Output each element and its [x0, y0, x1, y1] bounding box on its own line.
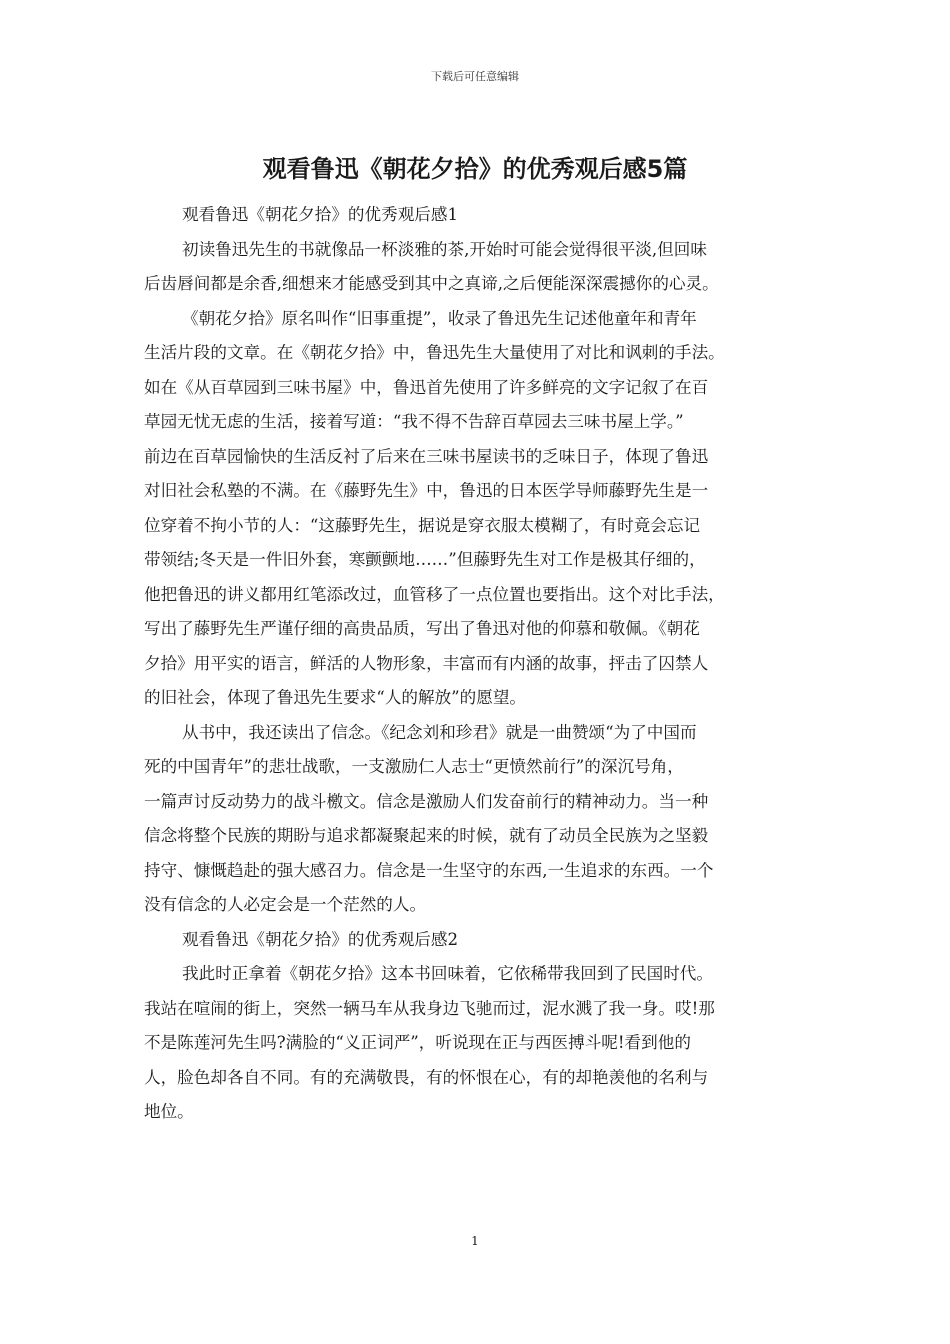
text-line: 草园无忧无虑的生活，接着写道：“我不得不告辞百草园去三味书屋上学。” — [144, 412, 684, 431]
text-line: 写出了藤野先生严谨仔细的高贵品质，写出了鲁迅对他的仰慕和敬佩。《朝花 — [144, 619, 700, 638]
text-line: 的旧社会，体现了鲁迅先生要求“人的解放”的愿望。 — [144, 688, 527, 707]
text-line: 初读鲁迅先生的书就像品一杯淡雅的茶,开始时可能会觉得很平淡,但回味 — [182, 239, 707, 259]
text-line: 后齿唇间都是余香,细想来才能感受到其中之真谛,之后便能深深震撼你的心灵。 — [144, 274, 719, 293]
text-line: 从书中，我还读出了信念。《纪念刘和珍君》就是一曲赞颂“为了中国而 — [182, 722, 697, 742]
text-line: 我站在喧闹的街上，突然一辆马车从我身边飞驰而过，泥水溅了我一身。哎!那 — [144, 998, 715, 1018]
text-line: 地位。 — [144, 1102, 194, 1121]
text-line: 位穿着不拘小节的人：“这藤野先生，据说是穿衣服太模糊了，有时竟会忘记 — [144, 515, 701, 535]
text-line: 前边在百草园愉快的生活反衬了后来在三味书屋读书的乏味日子，体现了鲁迅 — [144, 446, 709, 466]
text-line: 夕拾》用平实的语言，鲜活的人物形象，丰富而有内涵的故事，抨击了囚禁人 — [144, 653, 709, 673]
header-note: 下载后可任意编辑 — [431, 70, 519, 83]
text-line: 观看鲁迅《朝花夕拾》的优秀观后感2 — [182, 929, 459, 949]
text-line: 人，脸色却各自不同。有的充满敬畏，有的怀恨在心，有的却艳羡他的名利与 — [144, 1067, 709, 1087]
text-line: 观看鲁迅《朝花夕拾》的优秀观后感1 — [182, 205, 459, 224]
page-number: 1 — [471, 1234, 479, 1248]
text-line: 不是陈莲河先生吗?满脸的“义正词严”，听说现在正与西医搏斗呢!看到他的 — [144, 1033, 691, 1052]
text-line: 信念将整个民族的期盼与追求都凝聚起来的时候，就有了动员全民族为之坚毅 — [144, 826, 709, 845]
text-line: 带领结;冬天是一件旧外套，寒颤颤地……”但藤野先生对工作是极其仔细的， — [144, 550, 706, 569]
text-line: 持守、慷慨趋赴的强大感召力。信念是一生坚守的东西,一生追求的东西。一个 — [144, 860, 714, 880]
document-title: 观看鲁迅《朝花夕拾》的优秀观后感5篇 — [262, 155, 688, 183]
text-line: 生活片段的文章。在《朝花夕拾》中，鲁迅先生大量使用了对比和讽刺的手法。 — [144, 343, 725, 362]
text-line: 对旧社会私塾的不满。在《藤野先生》中，鲁迅的日本医学导师藤野先生是一 — [144, 481, 709, 500]
text-line: 他把鲁迅的讲义都用红笔添改过，血管移了一点位置也要指出。这个对比手法， — [144, 584, 725, 604]
text-line: 一篇声讨反动势力的战斗檄文。信念是激励人们发奋前行的精神动力。当一种 — [144, 791, 709, 811]
text-line: 如在《从百草园到三味书屋》中，鲁迅首先使用了许多鲜亮的文字记叙了在百 — [144, 377, 709, 397]
body-text — [144, 198, 824, 1130]
text-line: 死的中国青年”的悲壮战歌，一支激励仁人志士“更愤然前行”的深沉号角， — [144, 757, 684, 776]
text-line: 《朝花夕拾》原名叫作“旧事重提”，收录了鲁迅先生记述他童年和青年 — [182, 308, 697, 328]
text-line: 我此时正拿着《朝花夕拾》这本书回味着，它依稀带我回到了民国时代。 — [182, 964, 713, 983]
text-line: 没有信念的人必定会是一个茫然的人。 — [144, 895, 427, 914]
